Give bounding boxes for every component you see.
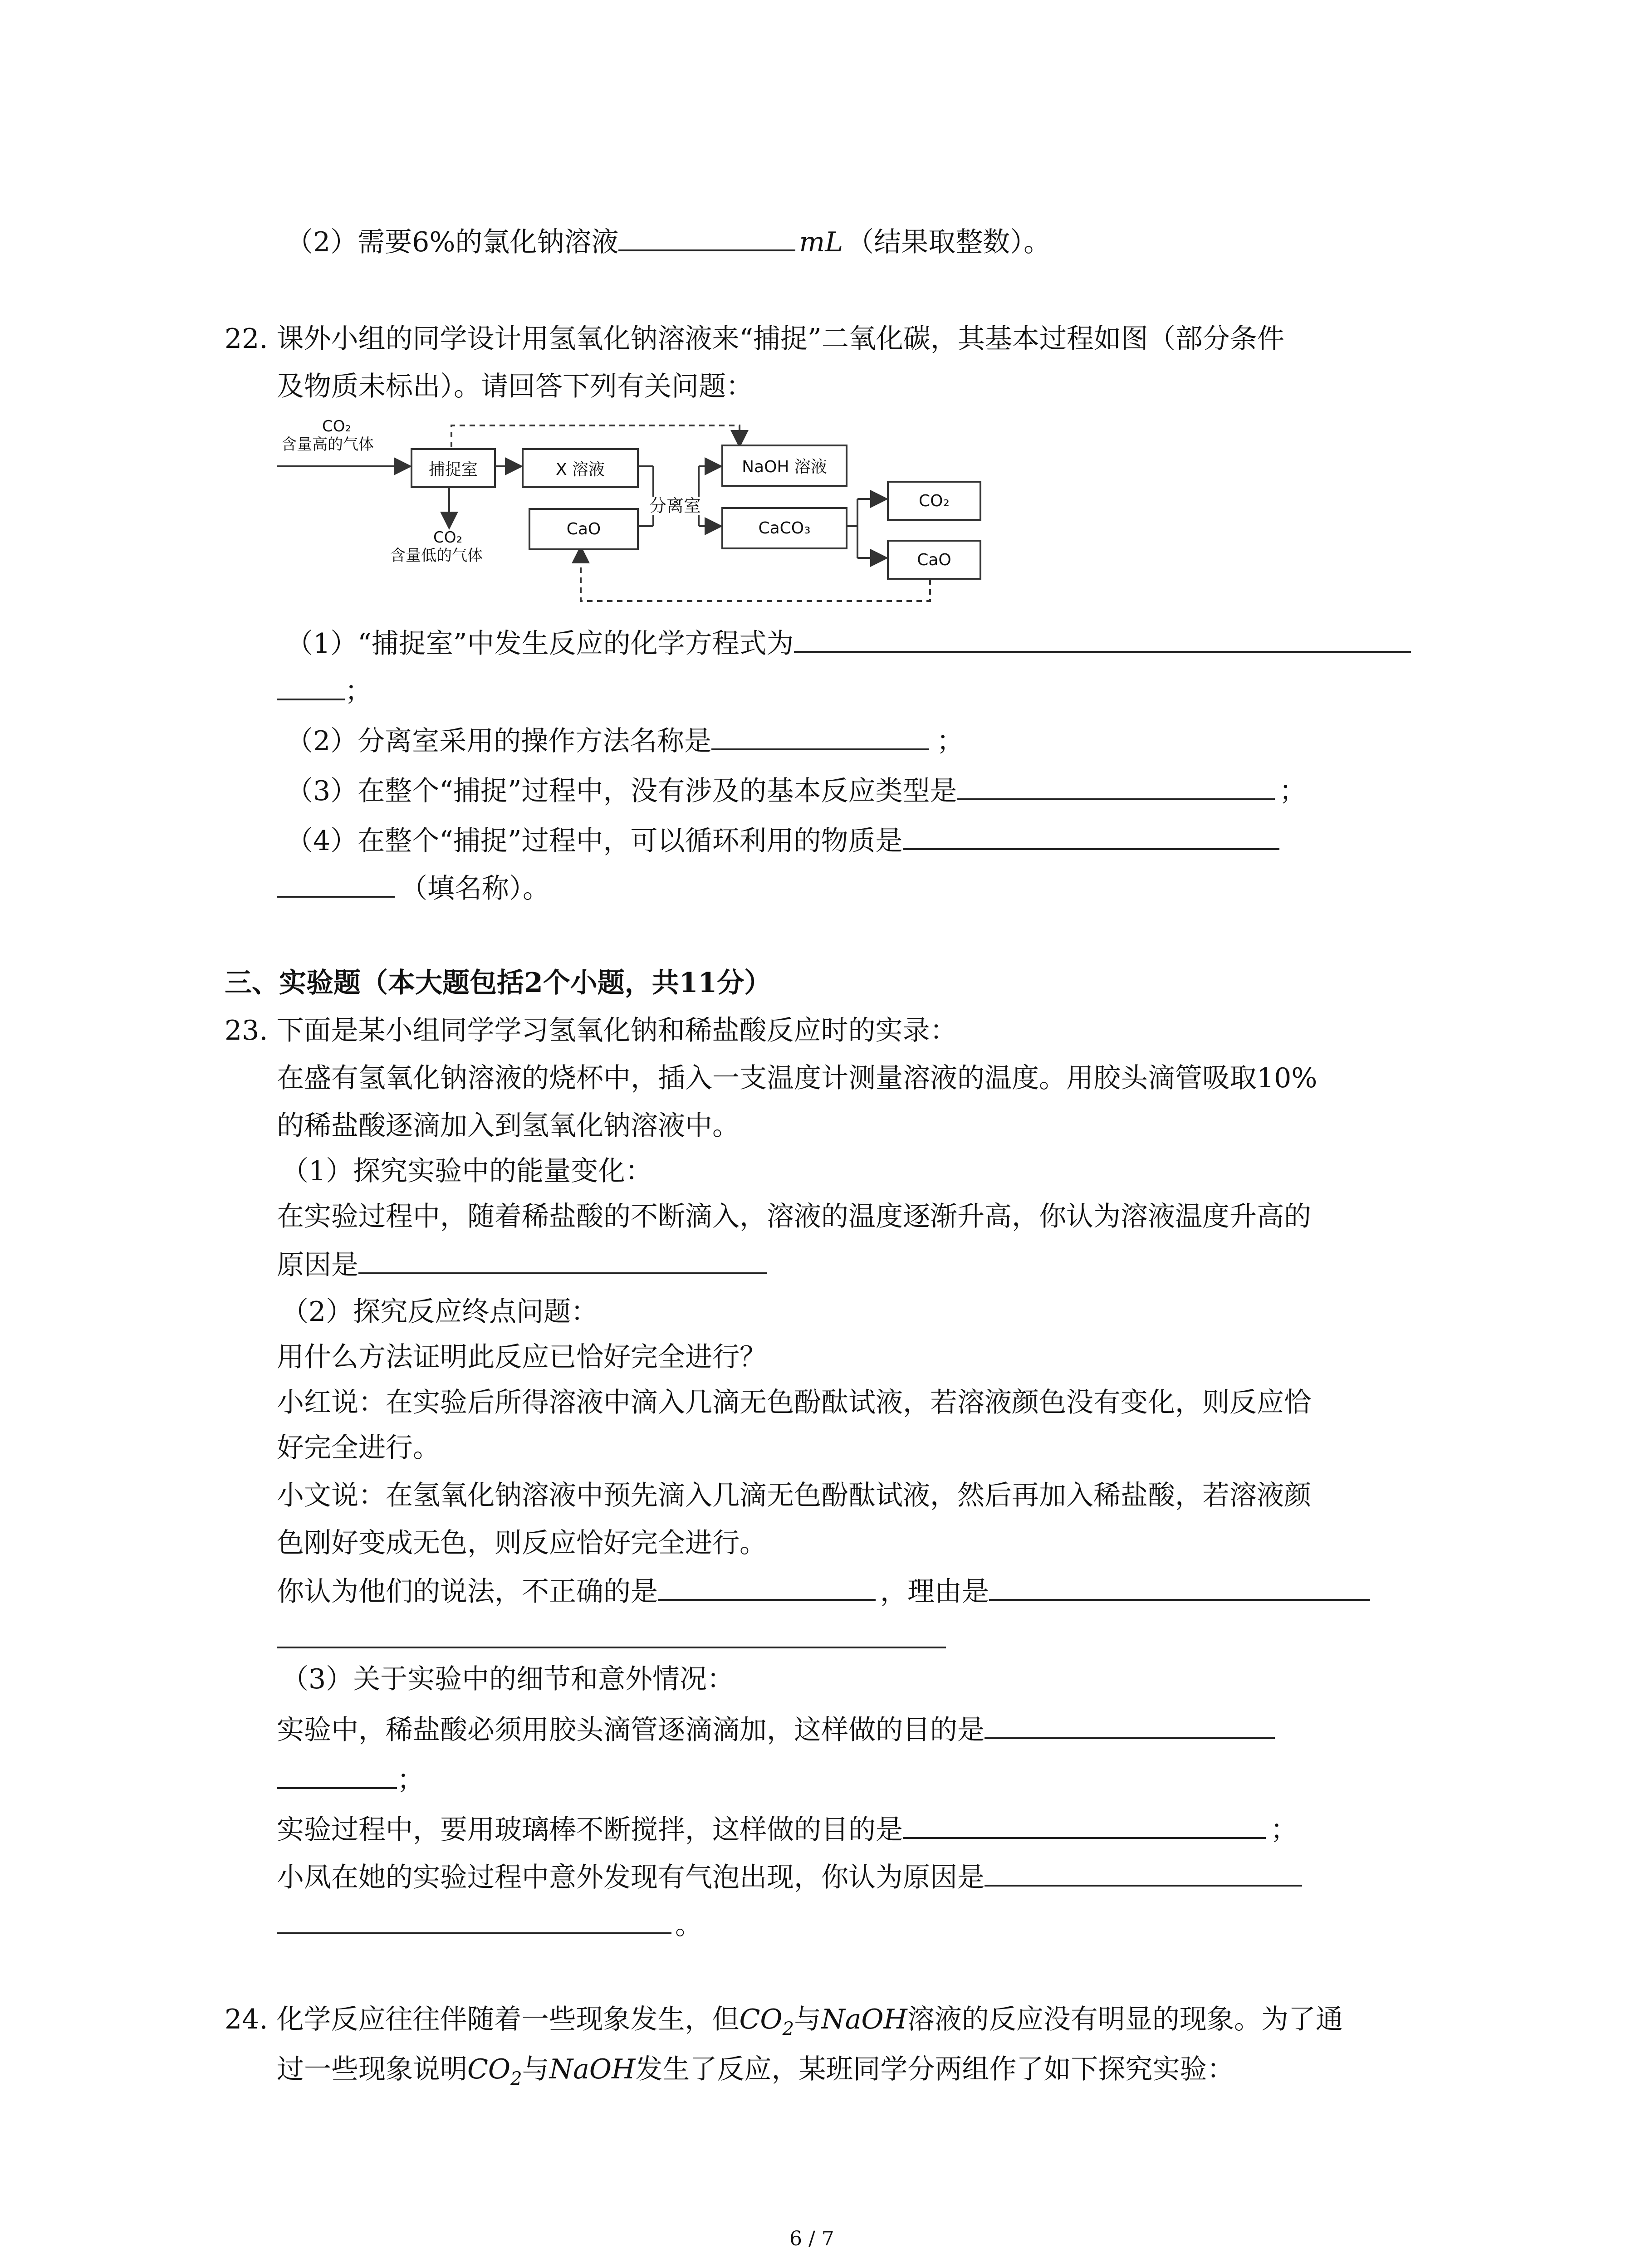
q22-part4: （4）在整个“捕捉”过程中，可以循环利用的物质是 <box>286 821 1279 860</box>
q23-l5: 在实验过程中，随着稀盐酸的不断滴入，溶液的温度逐渐升高，你认为溶液温度升高的 <box>277 1201 1311 1232</box>
q23-l18: 小凤在她的实验过程中意外发现有气泡出现，你认为原因是 <box>277 1857 1302 1897</box>
capture-room-box: 捕捉室 <box>411 448 496 488</box>
q22-part1: （1）“捕捉室”中发生反应的化学方程式为 <box>286 624 1411 663</box>
q24-l1: 24. 化学反应往往伴随着一些现象发生，但$CO_2$与NaOH溶液的反应没有明显的现象。为了通 <box>225 2004 1343 2039</box>
section3-title: 三、实验题（本大题包括2个小题，共11分） <box>225 967 772 999</box>
q23-l17: 实验过程中，要用玻璃棒不断搅拌，这样做的目的是 ； <box>277 1810 1298 1849</box>
q23-l7: （2）探究反应终点问题： <box>281 1296 598 1328</box>
cao-output-box: CaO <box>887 540 981 580</box>
input-co2-label: CO₂ <box>322 417 352 435</box>
naoh-solution-box: NaOH 溶液 <box>721 445 847 487</box>
q23-l4: （1）探究实验中的能量变化： <box>281 1155 653 1187</box>
q23-l1: 23. 下面是某小组同学学习氢氧化钠和稀盐酸反应时的实录： <box>225 1015 957 1046</box>
capture-flow-diagram <box>272 417 998 608</box>
q23-bubble-blank[interactable] <box>985 1857 1302 1887</box>
q22-p4-blank-cont[interactable] <box>277 869 395 898</box>
q23-stir-blank[interactable] <box>903 1810 1266 1839</box>
q23-reason-blank[interactable] <box>358 1245 767 1274</box>
q23-dropwise-blank[interactable] <box>985 1710 1275 1739</box>
output-co2-label: CO₂ <box>433 528 463 547</box>
page-number: 6 / 7 <box>789 2227 834 2250</box>
q23-l11: 小文说：在氢氧化钠溶液中预先滴入几滴无色酚酞试液，然后再加入稀盐酸，若溶液颜 <box>277 1480 1311 1511</box>
q23-l13: 你认为他们的说法，不正确的是 ，理由是 <box>277 1572 1370 1611</box>
output-gas-label: 含量低的气体 <box>390 547 483 565</box>
q22-stem-line2: 及物质未标出）。请回答下列有关问题： <box>277 371 753 402</box>
q23-incorrect-blank[interactable] <box>658 1572 876 1601</box>
q23-l15: 实验中，稀盐酸必须用胶头滴管逐滴滴加，这样做的目的是 <box>277 1710 1275 1749</box>
q23-l13-cont <box>277 1619 946 1658</box>
q22-part1-cont: ； <box>277 671 372 710</box>
q21-blank[interactable] <box>618 222 795 251</box>
q23-l14: （3）关于实验中的细节和意外情况： <box>281 1663 735 1695</box>
separation-room-label: 分离室 <box>647 497 704 515</box>
q24-l2: 过一些现象说明$CO_2$与NaOH发生了反应，某班同学分两组作了如下探究实验： <box>277 2053 1234 2089</box>
q23-l16: ； <box>277 1760 424 1799</box>
q23-l9: 小红说：在实验后所得溶液中滴入几滴无色酚酞试液，若溶液颜色没有变化，则反应恰 <box>277 1387 1311 1418</box>
q22-p2-blank[interactable] <box>711 721 929 750</box>
q23-bubble-blank-cont[interactable] <box>277 1905 671 1934</box>
q22-stem-line1: 22. 课外小组的同学设计用氢氧化钠溶液来“捕捉”二氧化碳，其基本过程如图（部分条件 <box>225 323 1284 355</box>
q23-l8: 用什么方法证明此反应已恰好完全进行？ <box>277 1341 767 1373</box>
q23-why-blank[interactable] <box>989 1572 1370 1601</box>
q22-p4-blank[interactable] <box>903 821 1279 850</box>
q21-part2: （2）需要6%的氯化钠溶液 mL （结果取整数）。 <box>286 222 1051 261</box>
co2-output-box: CO₂ <box>887 481 981 521</box>
q22-p3-blank[interactable] <box>957 771 1275 800</box>
q23-l12: 色刚好变成无色，则反应恰好完全进行。 <box>277 1527 767 1559</box>
x-solution-box: X 溶液 <box>522 448 639 488</box>
q22-part4-cont: （填名称）。 <box>277 869 550 908</box>
caco3-box: CaCO₃ <box>721 507 847 549</box>
q23-l19: 。 <box>277 1905 702 1944</box>
q23-l6: 原因是 <box>277 1245 767 1284</box>
q22-p1-blank[interactable] <box>794 624 1411 653</box>
q23-why-blank-cont[interactable] <box>277 1619 946 1648</box>
q23-l3: 的稀盐酸逐滴加入到氢氧化钠溶液中。 <box>277 1110 740 1142</box>
q22-part3: （3）在整个“捕捉”过程中，没有涉及的基本反应类型是 ； <box>286 771 1307 810</box>
q23-l10: 好完全进行。 <box>277 1432 440 1464</box>
q23-l2: 在盛有氢氧化钠溶液的烧杯中，插入一支温度计测量溶液的温度。用胶头滴管吸取10% <box>277 1062 1318 1094</box>
input-gas-label: 含量高的气体 <box>281 435 374 454</box>
q22-p1-blank-cont[interactable] <box>277 671 345 700</box>
q22-part2: （2）分离室采用的操作方法名称是 ； <box>286 721 964 760</box>
cao-input-box: CaO <box>529 508 639 550</box>
q23-dropwise-blank-cont[interactable] <box>277 1760 397 1789</box>
